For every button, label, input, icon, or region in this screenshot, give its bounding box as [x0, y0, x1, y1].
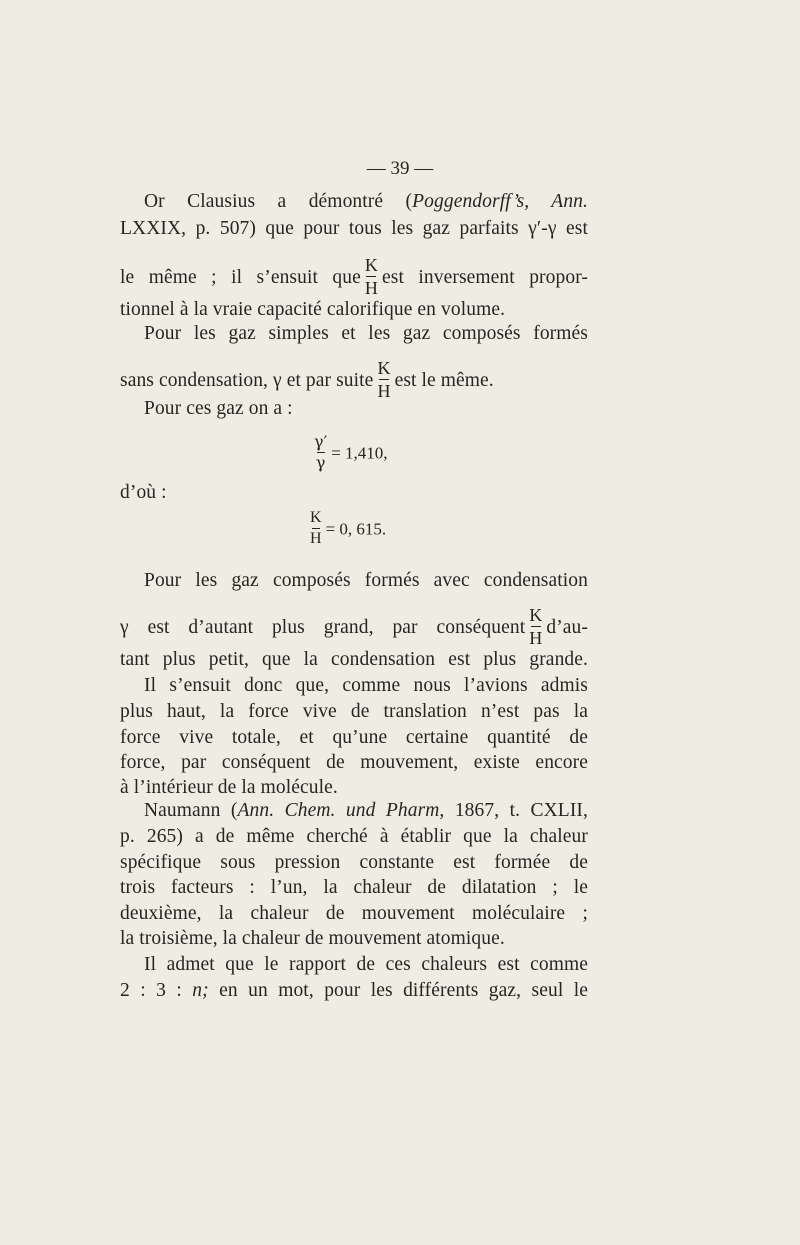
- text-line: Pour ces gaz on a :: [144, 398, 293, 419]
- page-number: — 39 —: [366, 158, 434, 179]
- fraction-k-over-h: $\frac{K}{H}$: [529, 605, 543, 648]
- text-line: spécifique sous pression constante est formée de: [120, 852, 588, 873]
- text-line: tionnel à la vraie capacité calorifique en volume.: [120, 299, 506, 320]
- text-line: Or Clausius a démontré (Poggendorff’s, Ann.: [144, 191, 588, 212]
- text-line: p. 265) a de même cherché à établir que la chaleur: [120, 826, 588, 847]
- text-line: à l’intérieur de la molécule.: [120, 777, 338, 798]
- fraction-k-over-h: $\frac{K}{H}$: [377, 358, 391, 401]
- text-line: LXXIX, p. 507) que pour tous les gaz parfaits γ′-γ est: [120, 218, 588, 239]
- variable-italic: n;: [192, 980, 209, 1001]
- fraction-k-over-h: $\frac{K}{H}$: [364, 255, 378, 298]
- text-line: sans condensation, γ et par suite $\frac{K}{H}$ est le même.: [120, 358, 494, 401]
- text-line: force, par conséquent de mouvement, existe encore: [120, 752, 588, 773]
- text-line: γ est d’autant plus grand, par conséquent $\frac{K}{H}$ d’au-: [120, 605, 588, 648]
- text-line: Naumann (Ann. Chem. und Pharm, 1867, t. CXLII,: [144, 800, 588, 821]
- text-line: deuxième, la chaleur de mouvement moléculaire ;: [120, 903, 588, 924]
- text-line: d’où :: [120, 482, 167, 503]
- equation-k-over-h: $\frac{K}{H}$ = 0, 615.: [310, 509, 387, 547]
- citation-italic: Poggendorff’s, Ann.: [412, 191, 588, 212]
- equation-gamma-ratio: $\frac{\gamma'}{\gamma}$ = 1,410,: [314, 432, 388, 472]
- text-line: force vive totale, et qu’une certaine quantité de: [120, 727, 588, 748]
- citation-italic: Ann. Chem. und Pharm,: [237, 800, 445, 821]
- text-line: Il s’ensuit donc que, comme nous l’avions admis: [144, 675, 588, 696]
- text-line: 2 : 3 : n; en un mot, pour les différents gaz, seul le: [120, 980, 589, 1001]
- text-line: le même ; il s’ensuit que $\frac{K}{H}$ est inversement propor-: [120, 255, 588, 298]
- text-line: la troisième, la chaleur de mouvement atomique.: [120, 928, 505, 949]
- text-line: plus haut, la force vive de translation n’est pas la: [120, 701, 588, 722]
- text-line: Pour les gaz composés formés avec condensation: [144, 570, 588, 591]
- text-line: trois facteurs : l’un, la chaleur de dilatation ; le: [120, 877, 588, 898]
- text-line: Il admet que le rapport de ces chaleurs est comme: [144, 954, 588, 975]
- text-line: Pour les gaz simples et les gaz composés formés: [144, 323, 588, 344]
- text-line: tant plus petit, que la condensation est plus grande.: [120, 649, 588, 670]
